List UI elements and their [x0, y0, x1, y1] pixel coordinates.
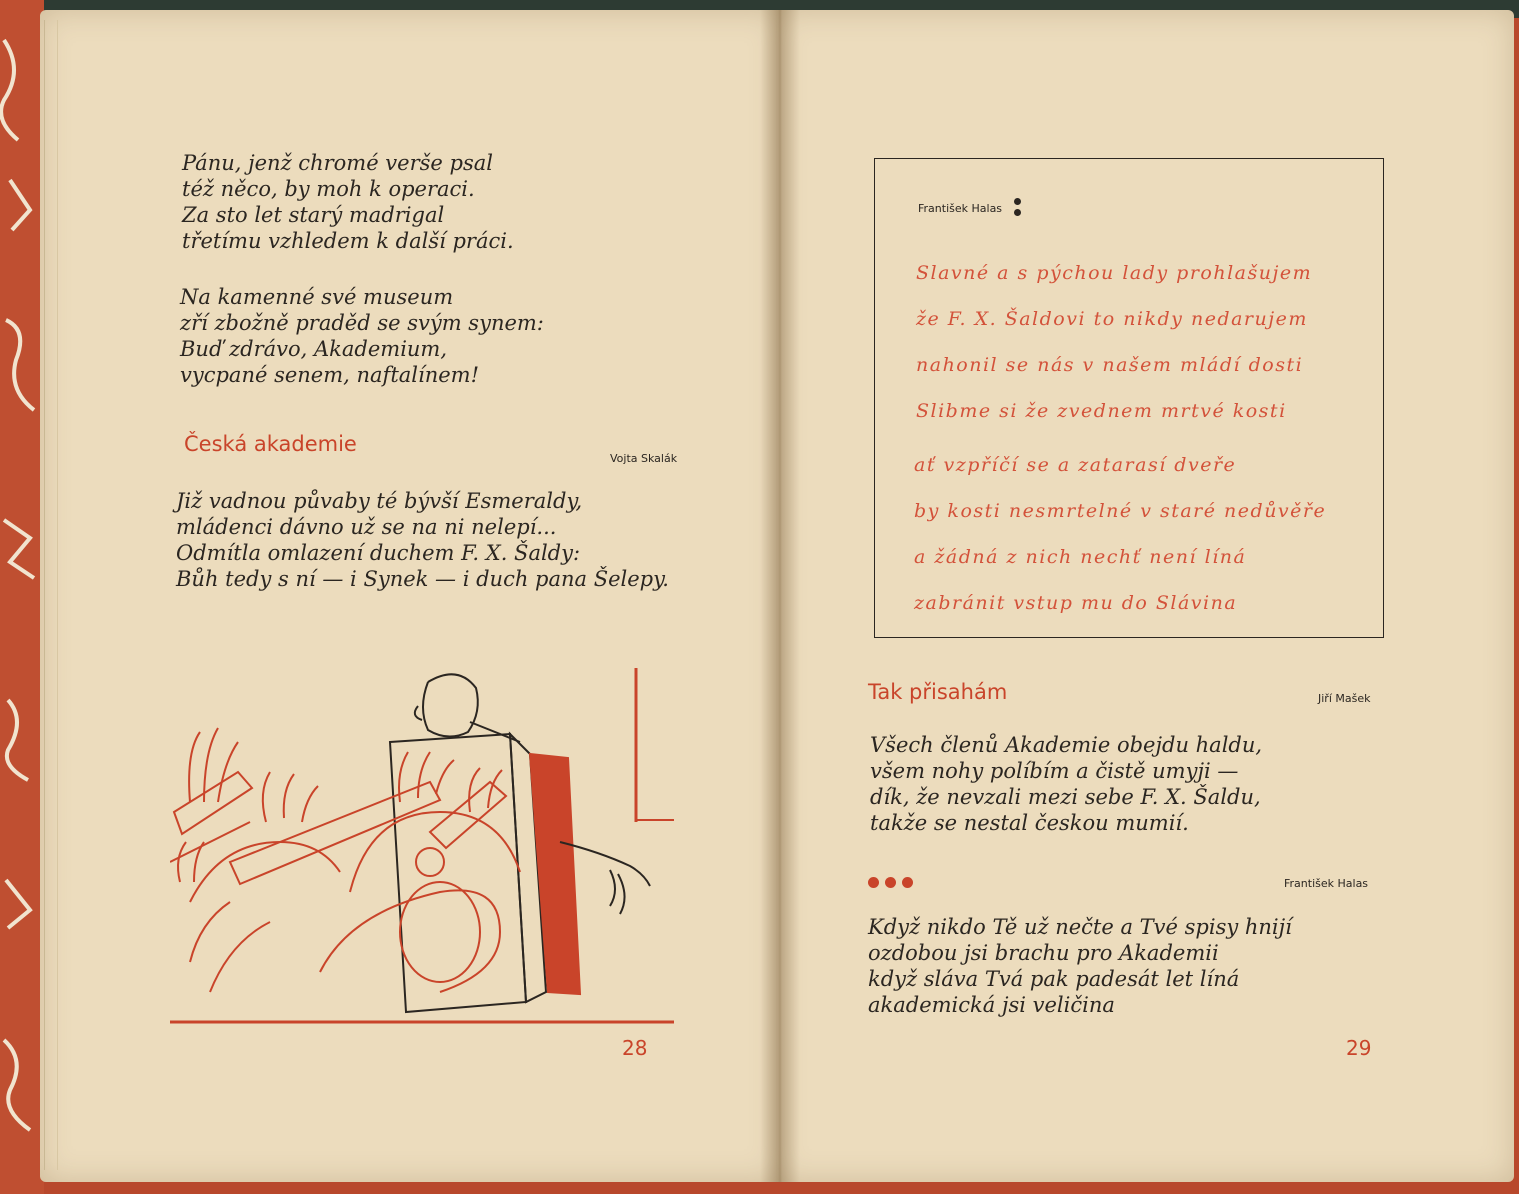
- poem-ceska-akademie: [176, 488, 669, 592]
- section-title-tak-prisaham: Tak přisahám: [868, 680, 1008, 704]
- poem-line: zří zbožně praděd se svým synem:: [180, 311, 544, 335]
- poem-line: mládenci dávno už se na ni nelepí...: [176, 515, 557, 539]
- script-line: Slibme si že zvednem mrtvé kosti: [916, 400, 1287, 422]
- poem-stanza-2: [180, 284, 544, 388]
- script-line: nahonil se nás v našem mládí dosti: [916, 354, 1304, 376]
- poem-line: Když nikdo Tě už nečte a Tvé spisy hnijí: [868, 915, 1292, 939]
- author-frantisek-halas-box: František Halas: [918, 202, 1003, 215]
- cover-pattern: [0, 0, 44, 1194]
- three-dots-ornament: [868, 873, 919, 892]
- poem-line: Za sto let starý madrigal: [182, 203, 445, 227]
- poem-line: všem nohy políbím a čistě umyji —: [870, 759, 1239, 783]
- page-edges: [44, 20, 58, 1170]
- script-line: ať vzpříčí se a zatarasí dveře: [914, 454, 1237, 476]
- script-line: a žádná z nich nechť není líná: [914, 546, 1247, 568]
- script-poem-stanza-1: [916, 250, 1312, 434]
- poem-line: ozdobou jsi brachu pro Akademii: [868, 941, 1219, 965]
- poem-line: když sláva Tvá pak padesát let líná: [868, 967, 1240, 991]
- poem-line: třetímu vzhledem k další práci.: [182, 229, 514, 253]
- poem-line: Všech členů Akademie obejdu haldu,: [870, 733, 1263, 757]
- script-line: by kosti nesmrtelné v staré nedůvěře: [914, 500, 1327, 522]
- script-line: že F. X. Šaldovi to nikdy nedarujem: [916, 308, 1308, 330]
- poem-line: Pánu, jenž chromé verše psal: [182, 151, 493, 175]
- author-jiri-masek: Jiří Mašek: [1318, 692, 1371, 705]
- script-poem-stanza-2: [914, 442, 1326, 626]
- poem-stanza-1: [182, 150, 514, 254]
- poem-tak-prisaham: [870, 732, 1262, 836]
- poem-line: dík, že nevzali mezi sebe F. X. Šaldu,: [870, 785, 1261, 809]
- script-line: zabránit vstup mu do Slávina: [914, 592, 1238, 614]
- page-number-left: 28: [622, 1036, 648, 1060]
- author-frantisek-halas: František Halas: [1284, 877, 1369, 890]
- colon-ornament: [1014, 198, 1021, 220]
- book-spine: [760, 10, 800, 1182]
- poem-line: Buď zdrávo, Akademium,: [180, 337, 448, 361]
- poem-line: Odmítla omlazení duchem F. X. Šaldy:: [176, 541, 581, 565]
- author-vojta-skalak: Vojta Skalák: [610, 452, 678, 465]
- poem-line: akademická jsi veličina: [868, 993, 1115, 1017]
- section-title-ceska-akademie: Česká akademie: [184, 432, 357, 456]
- poem-line: Na kamenné své museum: [180, 285, 454, 309]
- poem-line: Bůh tedy s ní — i Synek — i duch pana Šelepy.: [176, 567, 669, 591]
- poem-line: vycpané senem, naftalínem!: [180, 363, 480, 387]
- poem-line: takže se nestal českou mumií.: [870, 811, 1189, 835]
- poem-line: Již vadnou půvaby té bývší Esmeraldy,: [176, 489, 583, 513]
- poem-line: též něco, by moh k operaci.: [182, 177, 475, 201]
- page-number-right: 29: [1346, 1036, 1372, 1060]
- book-cover-edge: [0, 0, 44, 1194]
- script-line: Slavné a s pýchou lady prohlašujem: [916, 262, 1313, 284]
- poem-last: [868, 914, 1292, 1018]
- caricature-illustration: [170, 662, 680, 1026]
